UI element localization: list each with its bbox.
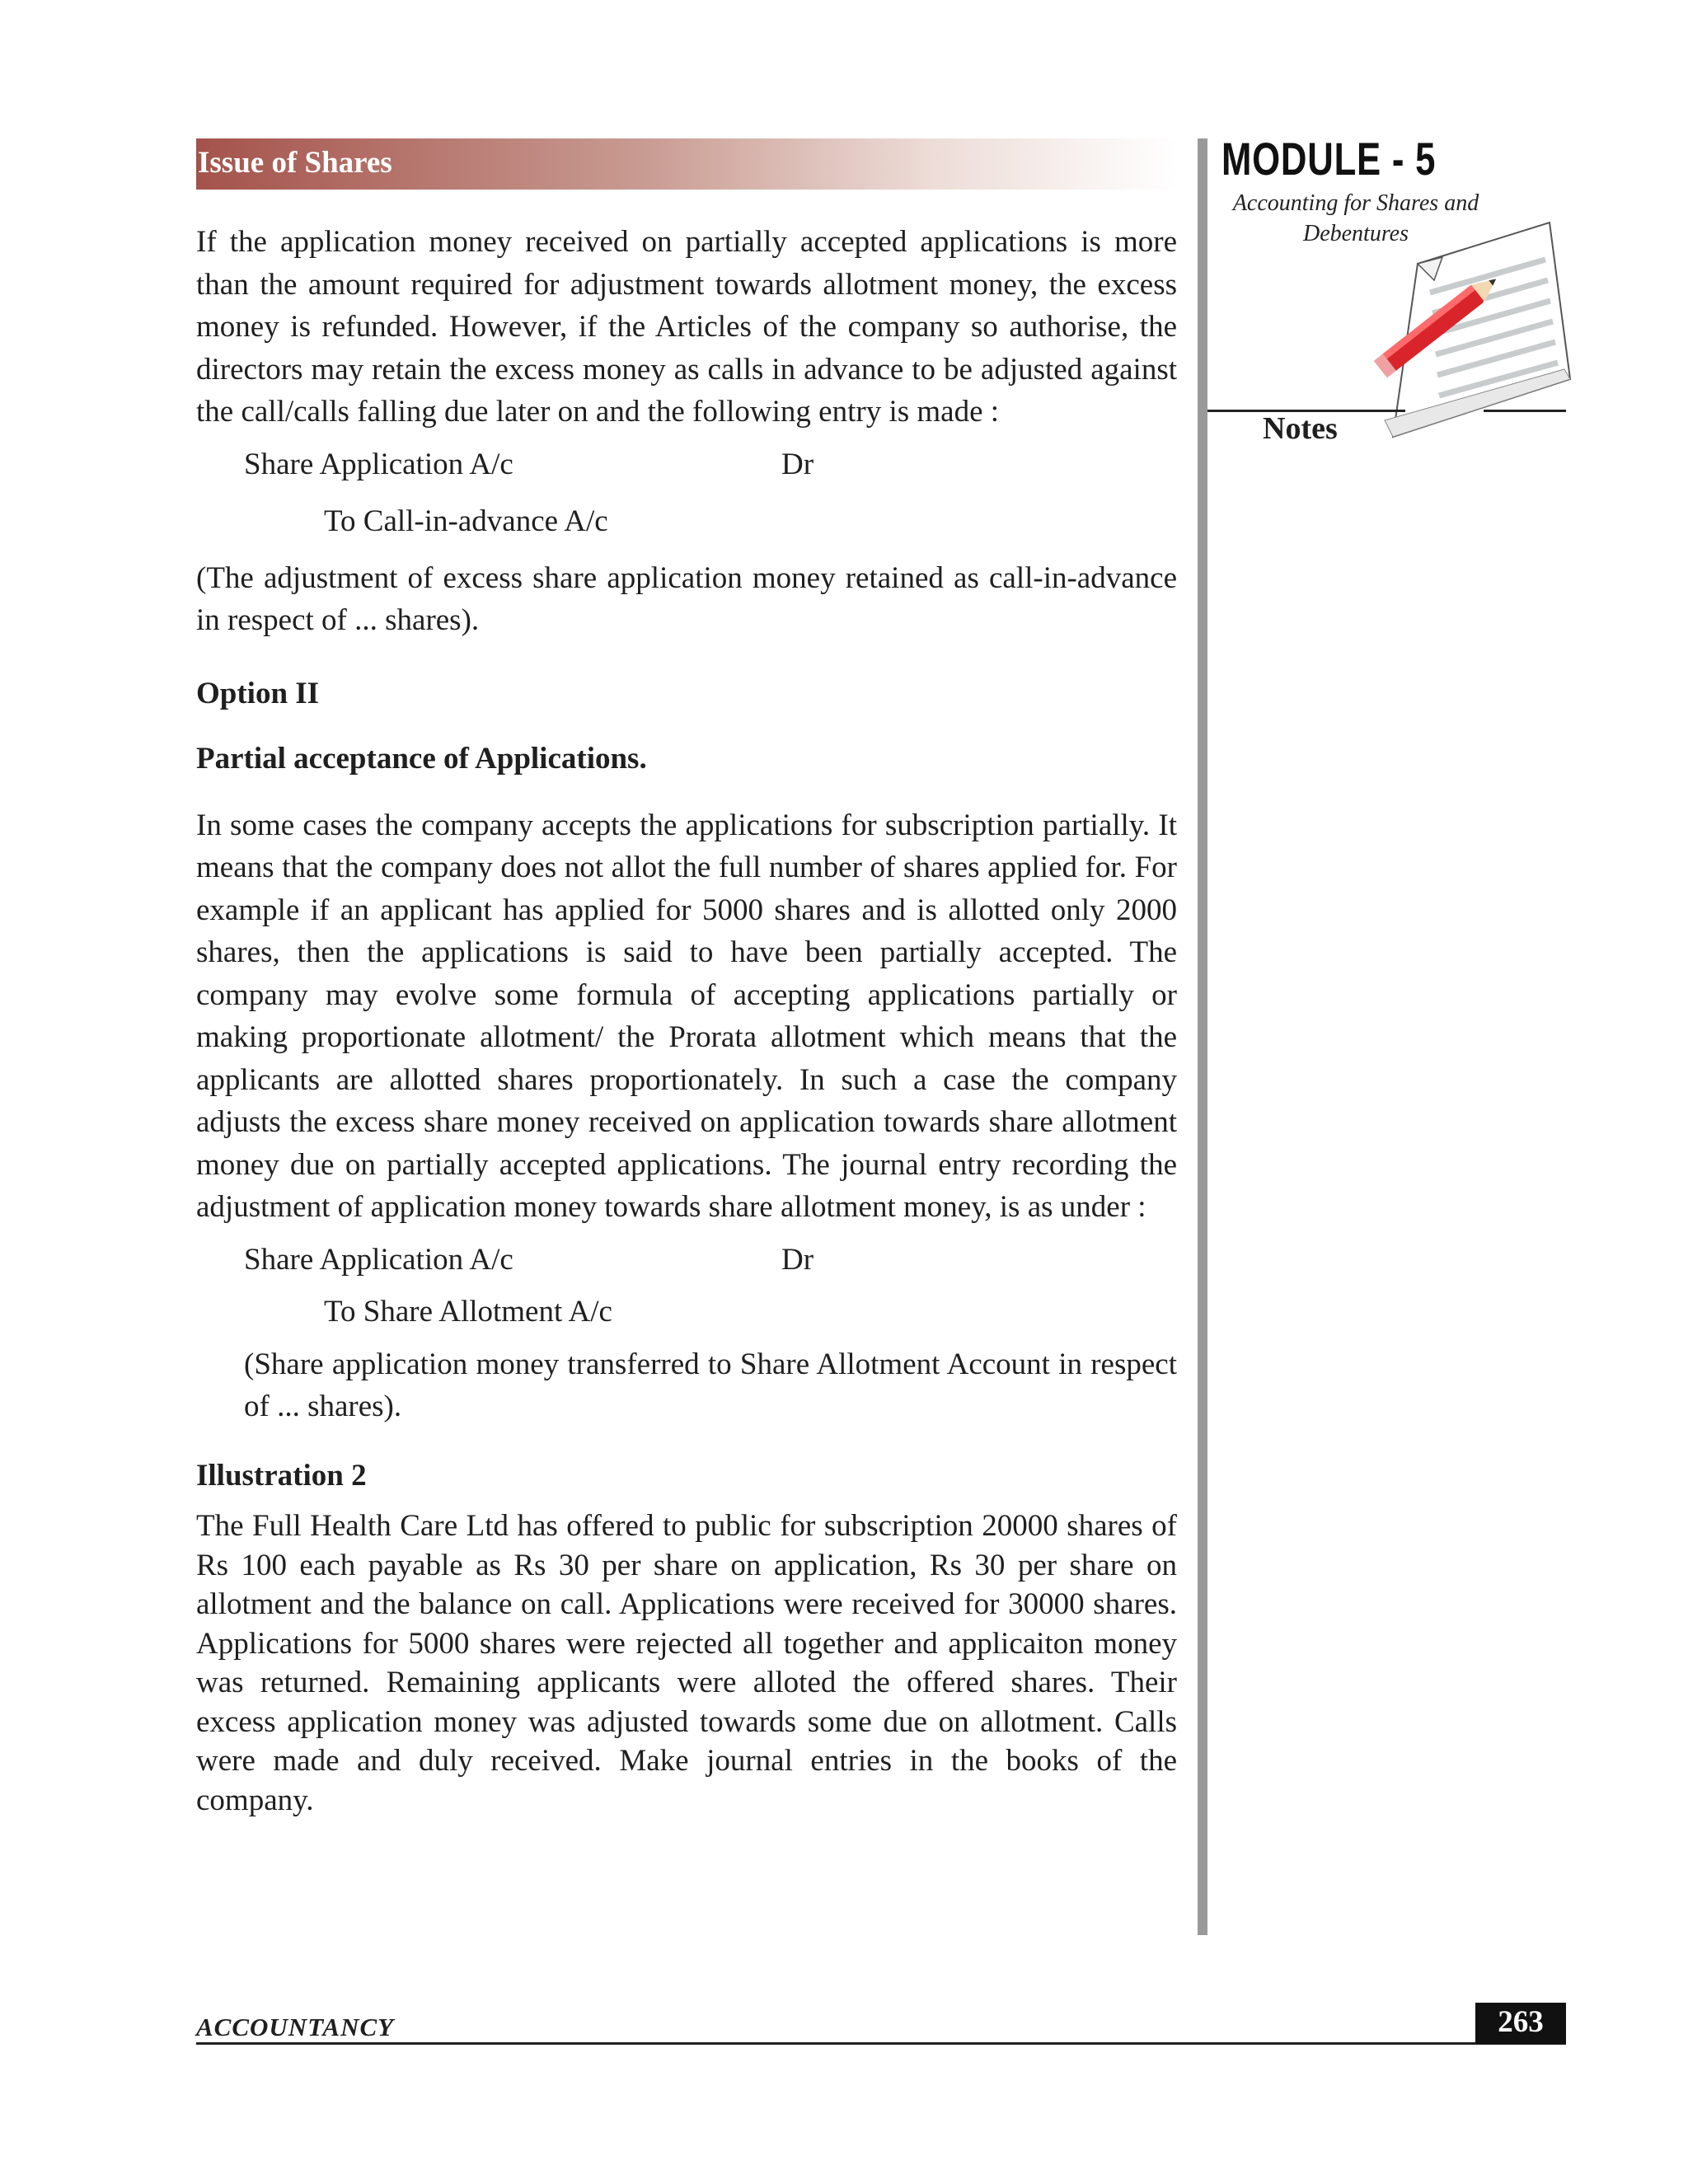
illustration-heading: Illustration 2 (196, 1458, 367, 1493)
journal-entry-debit (196, 443, 1177, 486)
margin-divider (1198, 138, 1207, 1935)
notes-rule-right (1484, 410, 1566, 412)
main-content (196, 221, 1177, 1820)
module-subtitle-line2: Debentures (1302, 221, 1409, 246)
dr-label: Dr (781, 447, 814, 481)
section-header-band (196, 138, 1177, 190)
option-subheading: Partial acceptance of Applications. (196, 742, 647, 776)
paragraph-refund: If the application money received on partially accepted applications is more than the amount required for adjustment towards allotment money, the excess money is refunded. However, if the Articles of the company so authorise, the directors may retain the excess money as calls in advance to be adjusted against the call/calls falling due later on and the following entry is made : (196, 225, 1177, 429)
page-number: 263 (1475, 2003, 1566, 2044)
section-title: Issue of Shares (198, 146, 392, 180)
debit-account: Share Application A/c (244, 447, 513, 481)
narration: (Share application money transferred to Share Allotment Account in respect of ... shares). (244, 1347, 1177, 1423)
notes-label: Notes (1263, 411, 1338, 446)
paragraph-illustration: The Full Health Care Ltd has offered to public for subscription 20000 shares of Rs 100 each payable as Rs 30 per share on application, Rs 30 per share on allotment and the balance on call. Applications were received for 30000 shares. Applications for 5000 shares were rejected all together and applicaiton money was returned. Remaining applicants were alloted the offered shares. Their excess application money was adjusted towards some due on allotment. Calls were made and duly received. Make journal entries in the books of the company. (196, 1509, 1177, 1817)
footer-rule (196, 2042, 1566, 2045)
journal-entry-credit: To Share Allotment A/c (324, 1295, 612, 1329)
option-heading: Option II (196, 676, 320, 710)
module-title: MODULE - 5 (1221, 133, 1437, 185)
journal-entry-credit: To Call-in-advance A/c (324, 504, 608, 538)
narration: (The adjustment of excess share application money retained as call-in-advance in respect of ... shares). (196, 560, 1177, 637)
module-subtitle-line1: Accounting for Shares and (1232, 190, 1479, 216)
dr-label: Dr (781, 1242, 814, 1277)
paragraph-partial-acceptance: In some cases the company accepts the applications for subscription partially. It means that the company does not allot the full number of shares applied for. For example if an applicant has applied for 5000 shares and is allotted only 2000 shares, then the applications is said to have been partially accepted. The company may evolve some formula of accepting applications partially or making proportionate allotment/ the Prorata allotment which means that the applicants are allotted shares proportionately. In such a case the company adjusts the excess share money received on application towards share allotment money due on partially accepted applications. The journal entry recording the adjustment of application money towards share allotment money, is as under : (196, 808, 1177, 1224)
debit-account: Share Application A/c (244, 1242, 513, 1277)
notepad-pencil-icon (1352, 214, 1582, 453)
footer-subject: ACCOUNTANCY (196, 2013, 395, 2041)
journal-entry-debit (196, 1239, 1177, 1282)
